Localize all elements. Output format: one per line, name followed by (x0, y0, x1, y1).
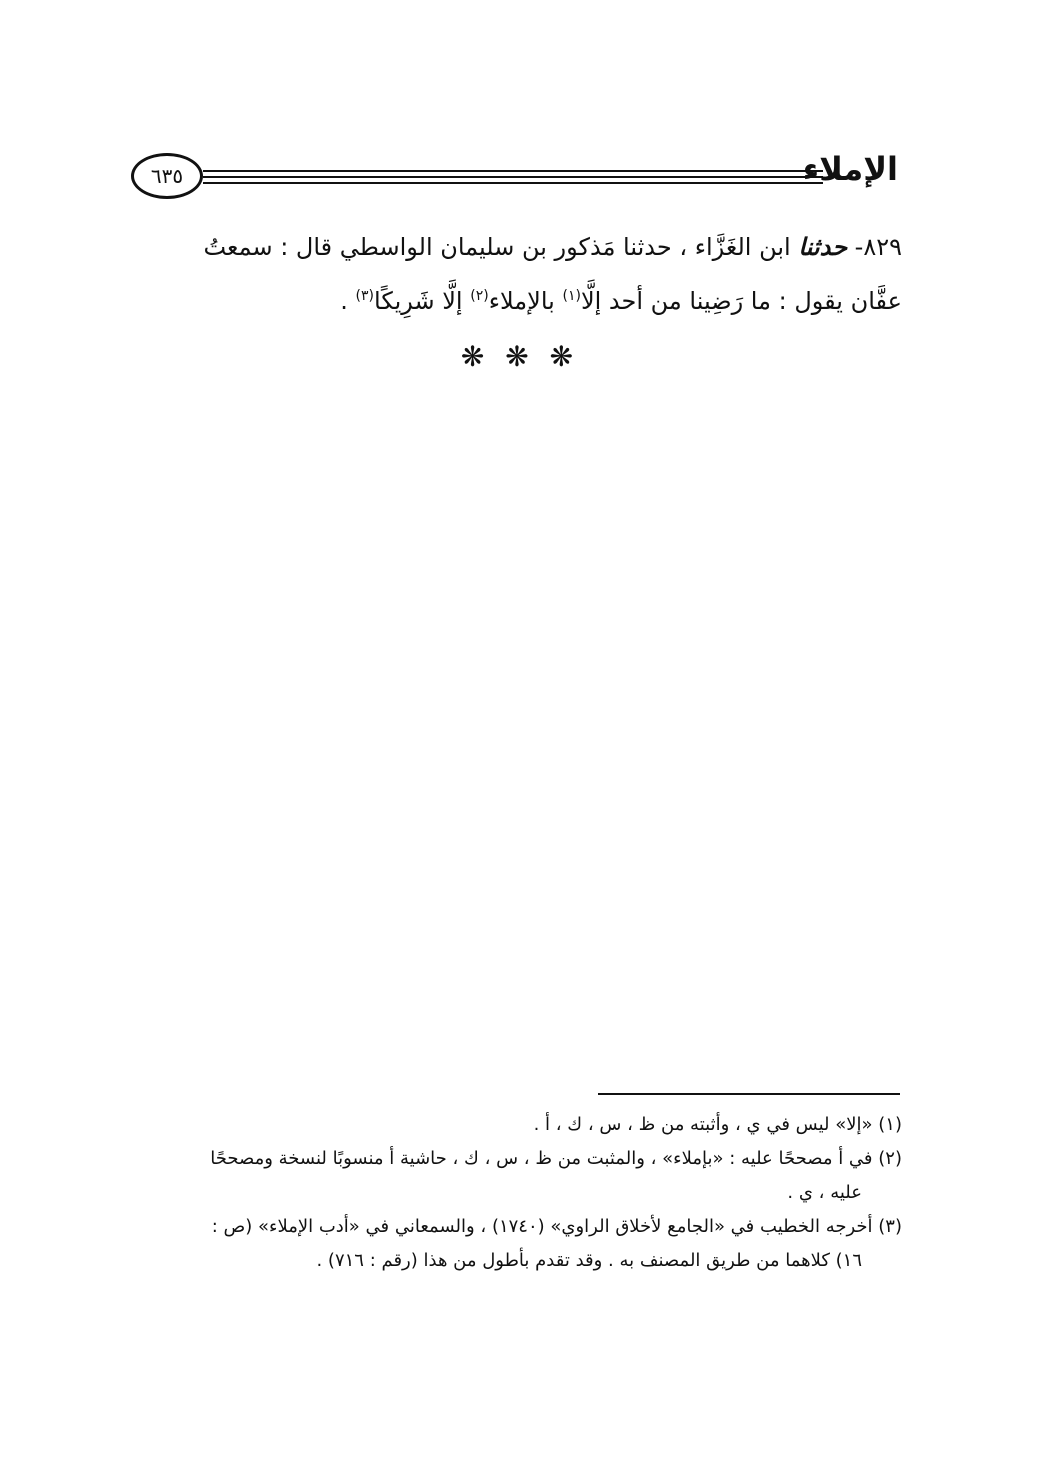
page-number (131, 153, 203, 199)
footnote-2-line-1: (٢) في أ مصححًا عليه : «بإملاء» ، والمثبت من ظ ، س ، ك ، حاشية أ منسوبًا لنسخة ومصححًا (210, 1148, 902, 1169)
hadith-line-1-text: ابن الغَزَّاء ، حدثنا مَذكور بن سليمان الواسطي قال : سمعتُ (203, 233, 799, 261)
hadith-line-2 (128, 274, 902, 328)
hadith-line-2-part-a: عفَّان يقول : ما رَضِينا من أحد إلَّا (580, 287, 902, 315)
running-title: الإملاء (802, 150, 898, 188)
footnote-2-line-2: عليه ، ي . (787, 1182, 862, 1203)
header-rule (203, 170, 823, 184)
hadith-line-2-part-d: . (340, 287, 356, 315)
hadith-line-2-part-c: إلَّا شَرِيكًا (374, 287, 471, 315)
hadith-number: ٨٢٩- (847, 233, 902, 261)
hadith-line-1 (128, 220, 902, 274)
footnote-3-line-1: (٣) أخرجه الخطيب في «الجامع لأخلاق الراوي» (١٧٤٠) ، والسمعاني في «أدب الإملاء» (ص : (211, 1216, 902, 1237)
footnote-1-line-1: (١) «إلا» ليس في ي ، وأثبته من ظ ، س ، ك ، أ . (533, 1114, 902, 1135)
footnote-ref-3[interactable]: (٣) (355, 288, 374, 304)
footnotes (128, 1108, 902, 1278)
hadith-keyword: حدثنا (798, 233, 848, 261)
hadith-text (128, 220, 902, 328)
footnote-3-line-2: ١٦) كلاهما من طريق المصنف به . وقد تقدم بأطول من هذا (رقم : ٧١٦) . (316, 1250, 862, 1271)
footnote-ref-2[interactable]: (٢) (470, 288, 489, 304)
hadith-line-2-part-b: بالإملاء (488, 287, 563, 315)
section-separator: ❋ ❋ ❋ (460, 340, 580, 373)
page-number-text: ٦٣٥ (150, 164, 184, 188)
footnote-ref-1[interactable]: (١) (562, 288, 581, 304)
footnote-rule (598, 1093, 900, 1095)
